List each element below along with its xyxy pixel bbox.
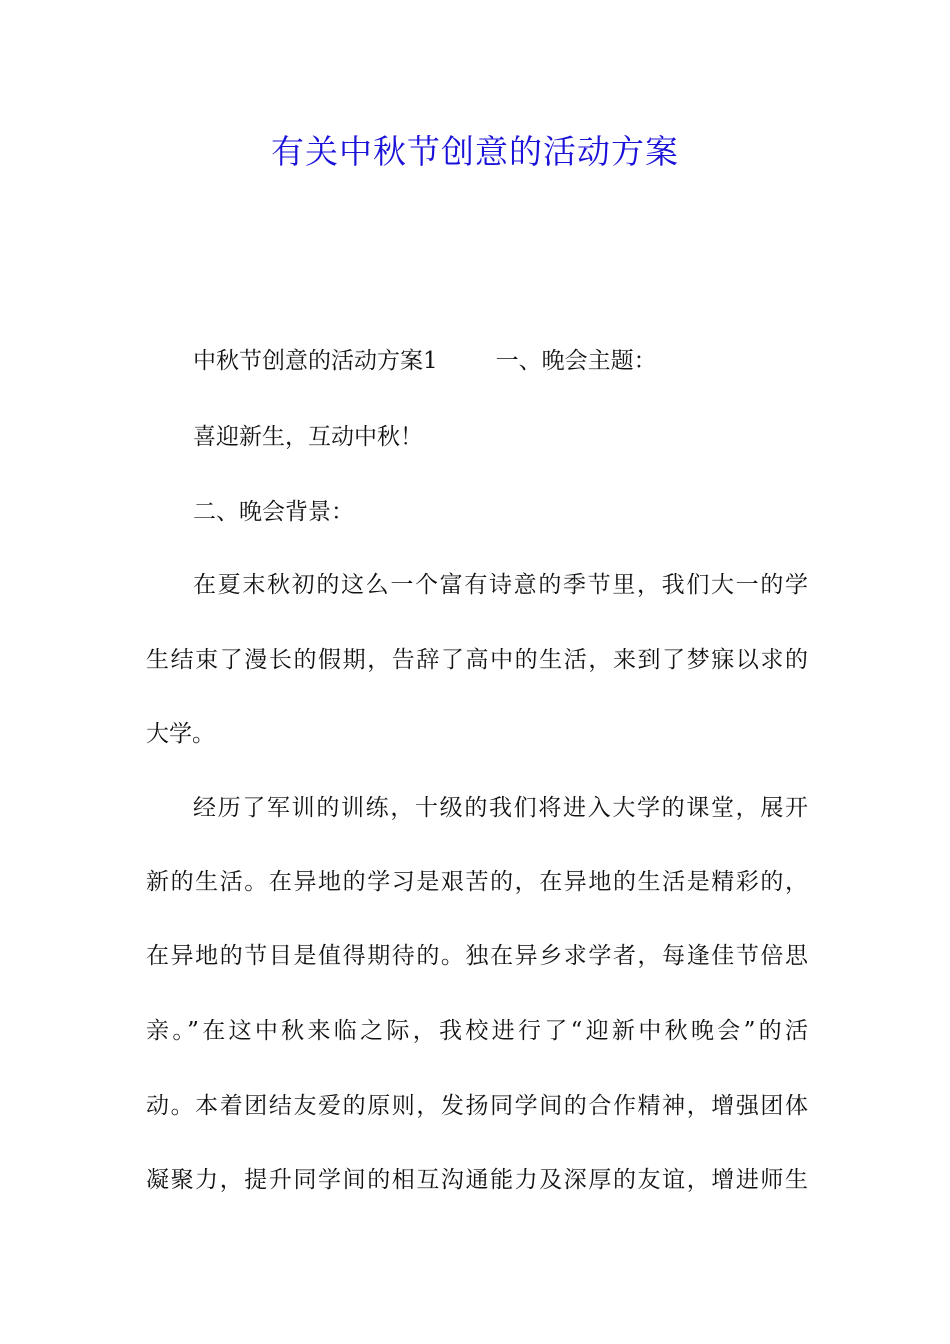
background-heading: 二、晚会背景： xyxy=(193,499,354,525)
document-title: 有关中秋节创意的活动方案 xyxy=(271,132,679,171)
theme-heading: 一、晚会主题： xyxy=(495,348,657,374)
paragraph-2-line-6: 凝聚力，提升同学间的相互沟通能力及深厚的友谊，增进师生 xyxy=(146,1167,808,1193)
paragraph-1-line-1: 在夏末秋初的这么一个富有诗意的季节里，我们大一的学 xyxy=(193,572,808,598)
paragraph-2-line-3: 在异地的节目是值得期待的。独在异乡求学者，每逢佳节倍思 xyxy=(146,943,808,969)
paragraph-2-line-2: 新的生活。在异地的学习是艰苦的，在异地的生活是精彩的， xyxy=(146,869,808,895)
paragraph-1-line-2: 生结束了漫长的假期，告辞了高中的生活，来到了梦寐以求的 xyxy=(146,647,808,673)
paragraph-2-line-1: 经历了军训的训练，十级的我们将进入大学的课堂，展开 xyxy=(193,795,808,821)
paragraph-1-line-3: 大学。 xyxy=(146,721,215,747)
theme-text: 喜迎新生，互动中秋！ xyxy=(193,424,423,450)
paragraph-2-line-5: 动。本着团结友爱的原则，发扬同学间的合作精神，增强团体 xyxy=(146,1093,808,1119)
paragraph-2-line-4: 亲。”在这中秋来临之际，我校进行了“迎新中秋晚会”的活 xyxy=(146,1018,808,1044)
plan-heading: 中秋节创意的活动方案1 xyxy=(193,348,438,374)
heading-line xyxy=(193,343,808,379)
